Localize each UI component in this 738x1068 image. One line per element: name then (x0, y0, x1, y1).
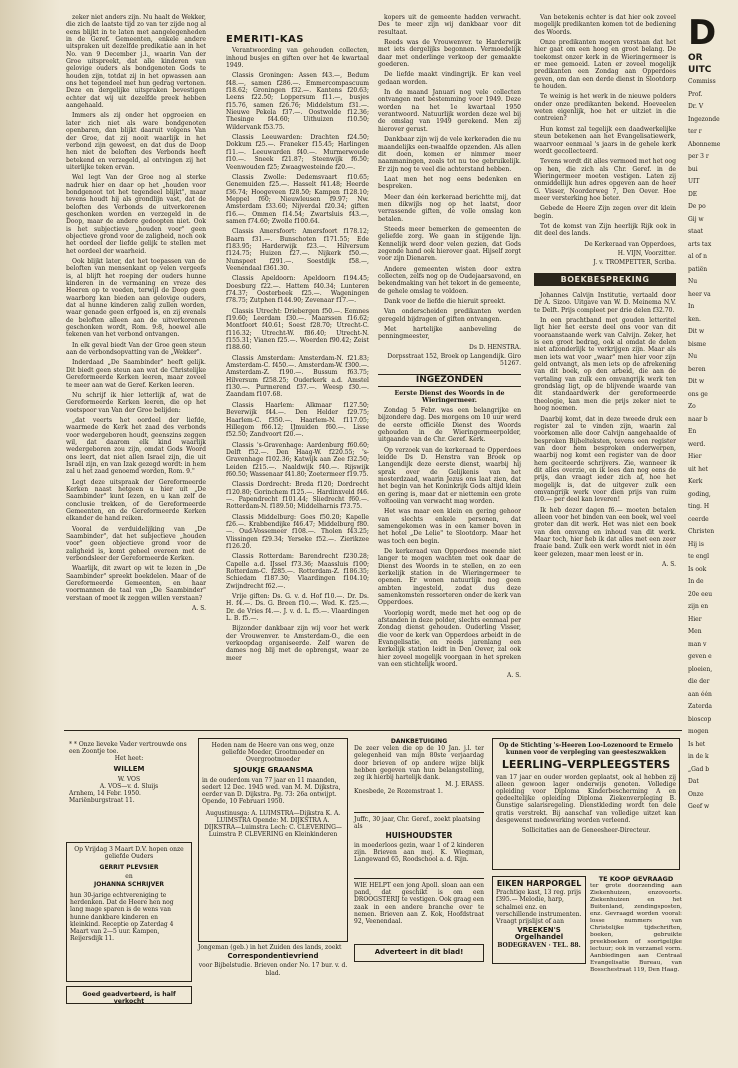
death-notice-ad (198, 738, 348, 942)
huishoudster-title: HUISHOUDSTER (385, 831, 453, 841)
cut-line: die der (688, 678, 710, 685)
cut-line: Is ook (688, 565, 707, 573)
anniversary-text: hun 30-jarige echtvereniging te herdenken. Dat de Heere hen nog lang mage sparen is de wens van hunne dankbare kinderen en kleinkind. Receptie op Zaterdag 4 Maart van 2—5 uur. Kampen, Reijersdijk 11. (70, 892, 174, 943)
paragraph: Gebede de Heere Zijn zegen over dit klein begin. (534, 205, 676, 220)
newspaper-page (60, 0, 738, 1068)
cut-line: patiën (688, 265, 708, 273)
correspondence-ad (198, 944, 348, 977)
leerling-text: van 17 jaar en ouder worden geplaatst, ook al hebben zij alleen gewoon lager onderwijs genoten. Volledige opleiding voor Diploma Kinderbescherming A en gedeeltelijke opleiding Diploma Ziekenverpleging B. Gunstige salarisregeling. Dienstkleding wordt ten dele gratis verstrekt. Bij aanschaf van volledige uitzet kan desgewenst medewerking worden verleend. (496, 773, 676, 824)
leerling-intro: Op de Stichting 's-Heeren Loo-Lozenoord te Ermelo kunnen voor de verpleging van geesteszwakken (499, 742, 673, 757)
drogisterij-ad (354, 882, 484, 925)
cut-line: UIT (688, 178, 700, 185)
paragraph: zeker niet anders zijn. Nu haalt de Wekker, die zich de laatste tijd zo van ter zijde nog al eens blijkt in te laten met aangelegenheden in de Geref. Gemeenten, enkele andere uitspraken uit dezelfde predikatie aan in het No. van 9 December j.l., waarin Van der Groe uitspreekt, dat alle kinderen van gelovige ouders als bondgenoten Gods te houden zijn, totdat zij in het opwassen aan ons het tegendeel met hun gedrag vertonen. Deze en dergelijke uitspraken bevestigen echter dat wij uit dezelfde preek hebben aangehaald. (66, 14, 206, 110)
harporgel-ad (492, 876, 586, 964)
emeriti-kas-body (226, 47, 369, 662)
cut-line: Christen (688, 528, 715, 535)
paragraph: Wel legt Van der Groe nog al sterke nadruk hier en daar op het „houden voor bondgenoot tot het tegendeel blijkt", maar tevens houdt hij als grondlijn vast, dat de beloften des Verbonds de uitverkorenen geschonken worden en verzegeld in de Doop, maar de andere gedoopten niet. Ook is het subjectieve „houden voor" geen objectieve grond voor de zaligheid, noch ook het oordeel der liefde gelijk te stellen met het oordeel der waarheid. (66, 174, 206, 255)
cut-line: geven e (688, 653, 712, 660)
paragraph: Tevens wordt dit alles vermoed met het oog op hen, die zich als Chr. Geref. in de Wieringermeer moeten vestigen. Laten zij onmiddellijk hun adres opgeven aan de heer G. Visser, Noorderweg 7, Den Oever. Hoe meer versterking hoe beter. (534, 158, 676, 202)
paragraph: De liefde maakt vindingrijk. Er kan veel gedaan worden. (378, 71, 521, 86)
huishoudster-ad (354, 816, 484, 863)
dank-signature: M. J. ERASS. (445, 781, 484, 789)
te-koop-text: ter grote doorzending aan Ziekenhuizen, enzovoorts. Ziekenhuizen en het Buitenland, zendingsposten, enz. Gevraagd worden vooral: losse nummers van Christelijke tijdschriften, boeken, gebruikte preekboeken of soortgelijke lectuur; ook in verzamel vorm. Aanbiedingen aan Centraal Evangelisatie Bureau, van Bosschestraat 119, Den Haag. (590, 883, 682, 973)
cut-line: ting. H (688, 503, 710, 510)
cut-line: DE (688, 190, 698, 198)
paragraph: Nu schrijf ik hier letterlijk af, wat de Gereformeerde Kerken leeren, die op het voetspoor van Van der Groe belijden: (66, 391, 206, 414)
paragraph: Andere gemeenten wisten door extra collecten, zelfs nog op de Oudejaarsavond, en bekendmaking van het tekort in de gemeente, de gehele omslag te voldoen. (378, 265, 521, 295)
dankbetuiging-ad (354, 738, 484, 796)
cut-line: ter r (688, 128, 702, 135)
cut-line: bioscop (688, 715, 712, 723)
cut-line: Dr. V (688, 103, 704, 110)
paragraph: Op verzoek van de kerkeraad te Opperdoes leidde Ds D. Henstra van Broek op Langendijk deze eerste dienst, waarbij hij sprak over de Gelijkenis van het mosterdzaad, waarin Jezus ons laat zien, dat het begin van het Koninkrijk Gods altijd klein en gering is, maar dat er niettemin een grote voltooiing van verwacht mag worden. (378, 446, 521, 505)
cut-line: Kerk (688, 478, 703, 485)
paragraph: Classis Amersfoort: Amersfoort f178.12; Baarn f31.—. Bunschoten f171.55; Ede f183.95; Harderwijk f23.—. Hilversum f124.75; Huizen f27.—. Nijkerk f50.—. Nunspeet f291.—. Soestdijk f58.—, Veenendaal f361.30. (226, 228, 369, 272)
column-4 (534, 14, 676, 734)
adverteert-ad (354, 944, 484, 962)
cut-line: Commiss (688, 78, 716, 85)
cut-line: Hier (688, 453, 702, 460)
ads-divider (64, 730, 682, 731)
death-family: Augustinusga: A. LUIMSTRA—Dijkstra K. A. LUIMSTRA Opende: M. DIJKSTRA A. DIJKSTRA—Luimstra Lech: C. CLEVERING—Luimstra P. CLEVERING en Kleinkinderen (204, 809, 342, 839)
paragraph: De kerkeraad van Opperdoes meende niet langer te mogen wachten met ook daar de Dienst des Woords in te stellen, en zo een kerkelijk station in de Wieringermeer te openen. Er wonen natuurlijk nog geen ambten ingesteld, zodat dus deze samenkomsten ressorteren onder de kerk van Opperdoes. (378, 548, 521, 607)
paragraph: Tot de komst van Zijn heerlijk Rijk ook in dit deel des lands. (534, 222, 676, 238)
paragraph: Met hartelijke aanbeveling de penningmeester, (378, 326, 521, 341)
paragraph: Classis Groningen: Assen f43.—, Bedum f48.—, samen f286.—. Emmercompascuum f18.62; Groningen f32.—. Kantens f20.63; Leens f22.50; Loppersum f11.—, busjes f15.76, samen f26.76; Middelstum f31.—. Nieuwe Pekela f37.—. Oostwolde f12.36; Thesinge f44.60; Uithuizen f10.50; Wildervank f53.75. (226, 72, 369, 131)
column-4-body (534, 14, 676, 238)
cut-line: ons ge (688, 390, 708, 398)
cut-line: Dit w (688, 328, 705, 335)
cut-line: D (688, 14, 717, 53)
paragraph: Van betekenis echter is dat hier ook zoveel mogelijk predikanten komen tot de bediening des Woords. (534, 14, 676, 36)
te-koop-ad (590, 876, 682, 974)
paragraph: Legt deze uitspraak der Gereformeerde Kerken naast hetgeen u hier uit „De Saambinder" kunt lezen, en u kan zelf de conclusie trekken, of de Gereformeerde Gemeenten, en de Gereformeerde Kerken elkander de hand reiken. (66, 478, 206, 523)
leerling-title: LEERLING–VERPLEEGSTERS (501, 758, 671, 772)
paragraph: Classis 's-Gravenhage: Aardenburg f60.60; Delft f52.—. Den Haag-W. f220.55; 's-Gravenhage f102.36; Katwijk aan Zee f32.50; Leiden f215.—. Naaldwijk f40.—. Rijswijk f60.50; Wassenaar f41.80; Zoetermeer f19.75. (226, 441, 369, 478)
paragraph: Classis Amsterdam: Amsterdam-N. f21.83; Amsterdam-C. f450.—. Amsterdam-W. f300.—. Amsterdam-Z. f190.—. Bussum f63.75; Hilversum f258.25; Ouderkerk a.d. Amstel f130.—. Purmerend f37.—. Weesp f30.—. Zaandam f107.68. (226, 354, 369, 399)
paragraph: Reeds was de Vrouwenver. te Harderwijk met iets dergelijks begonnen. Vermoedelijk daar met onderlinge verkoop der gemaakte goederen. (378, 39, 521, 69)
cut-line: ceerde (688, 515, 709, 523)
paragraph: Vrije giften: Ds. G. v. d. Hof f10.—. Dr. Ds. H. f4.—. Ds. G. Breen f10.—. Wed. K. f25.—. Dr. de Vries f4.—. J. v. d. L. f5.—. Vlaardingen L. B. f5.—. (226, 593, 369, 623)
paragraph: Immers als zij onder het opgroeien en later zich niet als ware bondgenoten openbaren, dan blijkt daaruit volgens Van der Groe, dat zij nooit waarlijk in het verbond zijn geweest, en dat dus de Doop hen niet de beloften des Verbonds heeft betekend en verzegeld, al ontvingen zij het uiterlijke teken ervan. (66, 112, 206, 171)
cut-line: Is het (688, 740, 706, 748)
cut-line: OR (688, 53, 703, 63)
cut-line: Nu (688, 278, 698, 285)
cut-line: ploeien, (688, 665, 713, 673)
cut-line: man v (688, 640, 707, 648)
cut-line: mogen (688, 728, 709, 735)
paragraph: Daarbij komt, dat in deze tweede druk een register zal te vinden zijn, waarin zal voorkomen alle door Calvijn aangehaalde of besproken Bijbelteksten, tevens een register van door hem besproken onderwerpen, waarbij nog komt een register van de door hem geciteerde schrijvers. Zie, wanneer ik dit alles overzie, en ik lees dan nog eens de prijs, dan vraagt ieder zich af, hoe het mogelijk is, dat de uitgever zulk een omvangrijk werk voor dien prijs van ruim f10.— per deel kan leveren! (534, 415, 676, 504)
ingezonden-body (378, 407, 521, 669)
birth-parents: W. VOS A. VOS—v. d. Sluijs (99, 775, 159, 791)
cut-line: Zaterda (688, 703, 712, 710)
cut-line: al of n (688, 253, 708, 260)
paragraph: Classis Rotterdam: Barendrecht f230.28; Capelle a.d. IJssel f73.36; Maassluis f100; Rotterdam-C. f285.—. Rotterdam-Z. f186.35; Schiedam f187.30; Vlaardingen f104.10; Zwijndrecht f62.—. (226, 553, 369, 590)
paragraph: Laat men het nog eens bedenken en bespreken. (378, 175, 521, 191)
boekbespreking-body (534, 292, 676, 558)
voorzitter-signature: H. VIJN, Voorzitter. (617, 249, 676, 257)
dank-text: De zeer velen die op de 10 Jan. j.l. ter gelegenheid van mijn 80ste verjaardag door brieven of op andere wijze blijk hebben gegeven van hun belangstelling, zeg ik hierbij hartelijk dank. (354, 745, 484, 782)
leerling-verpleegsters-ad (492, 738, 680, 870)
cut-line: Abonneme (688, 140, 721, 148)
slogan-ad (66, 986, 192, 1004)
cut-line: Dat (688, 778, 699, 785)
paragraph: Classis Haarlem: Alkmaar f127.50; Beverwijk f44.—. Den Helder f29.75; Haarlem-C. f350.—. Haarlem-N. f117.05; Hillegom f66.12; IJmuiden f60.—. Lisse f52.50; Zandvoort f20.—. (226, 401, 369, 439)
birth-name: WILLEM (113, 764, 145, 773)
paragraph: kopers uit de gemeente hadden verwacht. Des te meer zijn wij dankbaar voor dit resultaat. (378, 14, 521, 36)
paragraph: In een prachtband met gouden letteritel ligt hier het eerste deel ons voor van dit vooraanstaande werk van Calvijn. Zeker, het is een groot bedrag, ook al omdat de delen niet afzonderlijk te verkrijgen zijn. Maar als men iets wat voor „waar" men hier voor zijn geld ontvangt, als men iets op de afrekening van dit boek, op den arbeid, die aan de vertaling van zulk een omvangrijk werk ten grondslag ligt, op de blijvende waarde van dit standaardwerk der gereformeerde theologie, kan men die prijs zeker niet te hoog noemen. (534, 317, 676, 413)
paragraph: Het was maar een klein en gering gehoor van slechts enkele personen, dat samengekomen was in een kamer boven in het hotel „De Lelie" te Slootdorp. Maar het was toch een begin. (378, 508, 521, 545)
birth-ad (66, 738, 192, 838)
cut-line: Hier (688, 615, 702, 623)
column-5-cut (688, 14, 738, 1064)
paragraph: Classis Middelburg: Goes f50.20; Kapelle f26.—. Krabbendijke f46.47; Middelburg f80.—. Oud-Vossemeer f108.—. Tholen f43.25; Vlissingen f29.34; Yerseke f52.—. Zierikzee f126.20. (226, 513, 369, 550)
cut-line: per 3 r (688, 153, 709, 160)
signature-as-col4: A. S. (662, 561, 676, 569)
paragraph: Te weinig is het werk in de nieuwe polders onder onze predikanten bekend. Hoeveelen weten eigenlijk, hoe het er uitziet in die contreien? (534, 93, 676, 123)
anniversary-ad (66, 842, 192, 982)
column-3 (378, 14, 521, 734)
anniversary-name-2: JOHANNA SCHRIJVER (94, 880, 164, 888)
paragraph: Classis Leeuwarden: Drachten f24.50; Dokkum f25.—. Franeker f15.45; Harlingen f11.—. Leeuwarden f40.—. Murmerwoude f10.—. Sneek f21.87; Steenwijk f6.50; Veenwouden f25; Zwaagwesteinde f20.—. (226, 134, 369, 171)
paragraph: Zondag 5 Febr. was een belangrijke en bijzondere dag. Des morgens om 10 uur werd de eerste officiële Dienst des Woords gehouden in de Wieringermeerpolder, uitgaande van de Chr. Geref. Kerk. (378, 406, 521, 444)
harporgel-text: Prachtige kast, 13 reg. prijs f395.— Melodie, harp, schalmei enz. en verschillende instrumenten. Vraagt prijslijst of aan (496, 889, 582, 926)
cut-line: beren (688, 365, 706, 373)
drogisterij-text: WIE HELPT een jong Apoll. sloan aan een pand, dat geschikt is om een DROOGSTERIJ te vestigen. Ook graag een zaak in een andere branche over te nemen. Brieven aan Z. Kok, Hoofdstraat 92, Veenendaal. (354, 882, 484, 926)
huishoudster-intro: Juffr., 30 jaar, Chr. Geref., zoekt plaatsing als (354, 816, 481, 831)
correspondence-title: Correspondentievriend (227, 952, 319, 961)
signature-as-col3: A. S. (507, 671, 521, 679)
death-name: SJOUKJE GRAANSMA (233, 765, 313, 774)
cut-line: „Gad b (688, 765, 710, 773)
cut-line: Men (688, 628, 702, 635)
cut-line: Nu (688, 353, 698, 360)
paragraph: „dat veerts het oordeel der liefde, waarmede de Kerk het zaad des verbonds voor wedergeboren houdt, geenszins zeggen wil, dat daarom elk kind waarlijk wedergeboren zou zijn, omdat Gods Woord ons leert, dat niet allen Israel zijn, die uit Israël zijn, en van Izak gezegd wordt: in hem zal u het zaad genoemd worden, Rom. 9." (66, 416, 206, 476)
cut-line: Onze (688, 790, 704, 798)
paragraph: In de maand Januari nog vele collecten ontvangen met bestemming voor 1949. Deze worden na het 1e kwartaal 1950 verantwoord. Natuurlijk worden deze wel bij de omslag van 1949 gerekend. Men zij hierover gerust. (378, 89, 521, 133)
signature-henstra: Ds D. HENSTRA. (469, 343, 521, 351)
column-2 (226, 14, 369, 734)
ad-divider (354, 812, 484, 813)
harporgel-firm: VREEKEN'S Orgelhandel (514, 926, 564, 942)
cut-line: arts tax (688, 240, 712, 248)
cut-line: 20e eeu (688, 590, 713, 598)
cut-line: Ingezonde (688, 115, 720, 123)
harporgel-address: BODEGRAVEN · TEL. 88. (497, 941, 581, 949)
adverteert-text: Adverteert in dit blad! (374, 948, 464, 956)
paragraph: Meer dan één kerkeraad berichtte mij, dat men dikwijls nog op het laatst, door verrassende giften, de volle omslag kon betalen. (378, 193, 521, 223)
paragraph: Onze predikanten mogen verstaan dat het hier gaat om een hoog en groot belang. De toekomst onzer kerk in de Wieringermeer is er mee gemoeid. Laten er zoveel mogelijk predikanten een Zondag aan Opperdoes geven, om dan een derde dienst in Slootdorp te houden. (534, 39, 676, 91)
cut-line: goding, (688, 490, 711, 498)
ingezonden-subtitle: Eerste Dienst des Woords in de Wieringermeer. (394, 390, 505, 405)
cut-line: ken. (688, 315, 701, 323)
ad-divider (354, 878, 484, 879)
huishoudster-text: in moederloos gezin, waar 1 of 2 kinderen zijn. Brieven aan mej. K. Wiegman, Langewand 65, Roodschool a. d. Rijn. (354, 841, 484, 864)
paragraph: Voorlopig wordt, mede met het oog op de afstanden in deze polder, slechts eenmaal per Zondag dienst gehouden. Ouderling Visser, die voor de kerk van Opperdoes arbeidt in de Evangelisatie, en reeds jarenlang een kerkelijk station leidt in Den Oever, zal ook hier zoveel mogelijk voorgaan in het spreken van een stichtelijk woord. (378, 609, 521, 669)
cut-line: bisme (688, 340, 707, 348)
cut-line: De po (688, 203, 706, 210)
cut-line: in de k (688, 753, 709, 760)
leerling-footer: Sollicitaties aan de Geneesheer-Directeur. (521, 827, 651, 835)
paragraph: Waarlijk, dit zwart op wit te lezen in „De Saambinder" spreekt boekdelen. Maar of de Gereformeerde Gemeenten, en haar voormannen de taal van „De Saambinder" verstaan of moet ik zeggen willen verstaan? (66, 565, 206, 602)
address-henstra: Dorpsstraat 152, Broek op Langendijk. Giro 51267. (387, 353, 521, 368)
cut-line: In (688, 303, 695, 310)
emeriti-kas-heading: EMERITI-KAS (226, 34, 304, 45)
cut-line: Zo (688, 403, 696, 410)
harporgel-title: EIKEN HARPORGEL (496, 879, 582, 888)
birth-ad-line: Het heet: (114, 755, 144, 763)
anniversary-name-1: GERRIT PLEVSIER (99, 864, 159, 872)
cut-line: aan één (688, 690, 712, 698)
dank-title: DANKBETUIGING (390, 738, 448, 745)
birth-address: Arnhem, 14 Febr. 1950. Mariënburgstraat 11. (69, 790, 141, 805)
paragraph: Johannes Calvijn Institutie, vertaald door Dr A. Sizoo. Uitgave van W. D. Meinema N.V. te Delft. Prijs compleet per drie delen f32.70. (534, 292, 676, 314)
cut-line: heer va (688, 290, 711, 298)
cut-line: uit het (688, 465, 708, 473)
cut-line: UITC (688, 65, 712, 75)
paragraph: Dank voor de liefde die hieruit spreekt. (384, 298, 506, 306)
cut-line: Dit w (688, 378, 705, 385)
death-intro: Heden nam de Heere van ons weg, onze geliefde Moeder, Grootmoeder en Overgrootmoeder (211, 742, 335, 764)
cut-line: staat (688, 228, 704, 235)
cut-line: Geef w (688, 803, 710, 810)
slogan-text: Goed geadverteerd, is half verkocht (82, 991, 176, 1006)
cut-line: Hij is (688, 540, 704, 548)
paragraph: Verantwoording van gehouden collecten, inhoud busjes en giften over het 4e kwartaal 1949. (226, 47, 369, 70)
scriba-signature: J. v. TROMPETTER, Scriba. (593, 259, 676, 267)
paragraph: Bijzonder dankbaar zijn wij voor het werk der Vrouwenver. te Amsterdam-O., die een verkoopdag organiseerde. Zelf waren de dames nog blij met de opbrengst, waar ze meer (226, 625, 369, 662)
cut-line: Gij w (688, 215, 704, 223)
boekbespreking-banner: BOEKBESPREKING (534, 273, 676, 286)
paragraph: Classis Zwolle: Dedemsvaart f10.65; Genemuiden f25.—. Hasselt f41.48; Heerde f36.74; Hoogeveen f28.50; Kampen f128.10; Meppel f60; Nieuwleusen f9.97; Nw. Amsterdam f33.60; Nijverdal f20.34; giften f16.—. Ommen f14.54; Zwartsluis f43.—, samen f74.60; Zwolle f100.64. (226, 173, 369, 225)
te-koop-title: TE KOOP GEVRAAGD (598, 875, 674, 883)
paragraph: Van onderscheiden predikanten werden geregeld bijdragen of giften ontvangen. (378, 308, 521, 323)
column-3-body (378, 14, 521, 341)
cut-line: En (688, 428, 697, 435)
column-1 (66, 14, 206, 734)
paragraph: Ik heb dezer dagen f6.— moeten betalen alleen voor het binden van een boek, wel veel groter dan dit werk. Het was niet een boek van den omvang en inhoud van dit werk. Maar toch, hier heb ik dat alles met een zeer fraaie band. Zulk een werk wordt niet in één keer gelezen, maar men leest er in. (534, 506, 676, 558)
anniversary-intro: Op Vrijdag 3 Maart D.V. hopen onze geliefde Ouders (74, 846, 184, 861)
paragraph: Hun komst zal tegelijk een daadwerkelijke steun betekenen aan het Evangelisatiewerk, waarvoor eenmaal 's jaars in de gehele kerk wordt gecollecteerd. (534, 125, 676, 155)
paragraph: Classis Utrecht: Driebergen f50.—. Eemnes f19.60; Leerdam f30.—. Maarssen f16.62; Montfoort f40.61; Soest f28.70; Utrecht-C. f116.32; Utrecht-W. f86.40; Utrecht-N. f155.31; Vianen f25.—. Woerden f90.42; Zeist f188.60. (226, 307, 369, 352)
paragraph: Ook blijkt later, dat het toepassen van de beloften van mensenkant op velen vergeefs is, al blijft het roeping der ouders hunne kinderen in de vermaning en vreze des Heeren op te voeden, terwijl de Doop geen waarborg kan bieden aan gelovige ouders, dat al hunne kinderen zalig zullen worden, waar genade geen erfgoed is, en zij evenals de beloften alleen aan de uitverkorenen geschonken wordt, Rom. 9:8, hoewel alle tekenen van het verbond ontvangen. (66, 258, 206, 339)
paragraph: Classis Apeldoorn: Apeldoorn f194.45; Doesburg f22.—. Hattem f40.34; Lunteren f74.37; Oosterbeek f25.—. Wageningen f78.75; Zutphen f144.90; Zevenaar f17.—. (226, 275, 369, 305)
anniversary-en: en (125, 872, 133, 880)
cut-line: zijn en (688, 603, 709, 610)
cut-line: te engl (688, 553, 710, 560)
dank-address: Knesbede, 2e Rozemstraat 1. (354, 788, 443, 796)
birth-ad-line: * * Onze lieveke Vader vertrouwde ons een Zoontje toe. (69, 741, 187, 756)
correspondence-text: voor Bijbelstudie. Brieven onder No. 17 bur. v. d. blad. (198, 962, 348, 977)
paragraph: Steeds meer bemerken de gemeenten de geliefde zorg. We gaan in stijgende lijn. Kennelijk werd door velen gezien, dat Gods zegende hand ook hierover gaat. Hijself zorgt voor zijn Dienaren. (378, 225, 521, 263)
kerkeraad-signature: De Kerkeraad van Opperdoes, (584, 240, 676, 248)
ingezonden-heading: INGEZONDEN (378, 374, 521, 387)
cut-line: Prof. (688, 90, 703, 98)
signature-as-col1: A. S. (192, 605, 206, 613)
cut-line: werd. (688, 440, 706, 448)
paragraph: Inderdaad „De Saambinder" heeft gelijk. Dit biedt geen steun aan wat de Christelijke Gereformeerde Kerken leeren, maar zoveel te meer aan wat de Geref. Kerken leeren. (66, 359, 206, 389)
cut-line: bui (688, 165, 698, 173)
cut-line: In de (688, 578, 704, 585)
correspondence-intro: Jongeman (geb.) in het Zuiden des lands, zoekt (198, 944, 342, 951)
paragraph: Classis Dordrecht: Breda f120; Dordrecht f120.80; Gorinchem f125.—. Hardinxveld f46.—. Papendrecht f101.44; Sliedrecht f60.—. Rotterdam-N. f189.50; Middelharnis f73.75. (226, 481, 369, 511)
cut-line: naar b (688, 415, 708, 423)
book-gutter (0, 0, 60, 1068)
paragraph: Dankbaar zijn wij de vele kerkeraden die nu maandelijks een-twaalfde opzenden. Als allen dit doen, komen er nimmer meer naanmaningen, zoals tot nu toe gebruikelijk. Er zijn nog te veel die achterstand hebben. (378, 136, 521, 173)
paragraph: In elk geval biedt Van der Groe geen steun aan de verbondsopvatting van de „Wekker". (66, 341, 206, 357)
death-text: in de ouderdom van 77 jaar en 11 maanden, sedert 12 Dec. 1945 wed. van M. M. Dijkstra, eerder van D. Dijkstra. Pg. 73: 26a ontwijpt. Opende, 10 Februari 1950. (202, 776, 341, 806)
paragraph: Vooral de verduidelijking van „De Saambinder", dat het subjectieve „houden voor" geen objectieve grond voor de zaligheid is, komt geheel overeen met de verbondsleer der Gereformeerde Kerken. (66, 525, 206, 563)
